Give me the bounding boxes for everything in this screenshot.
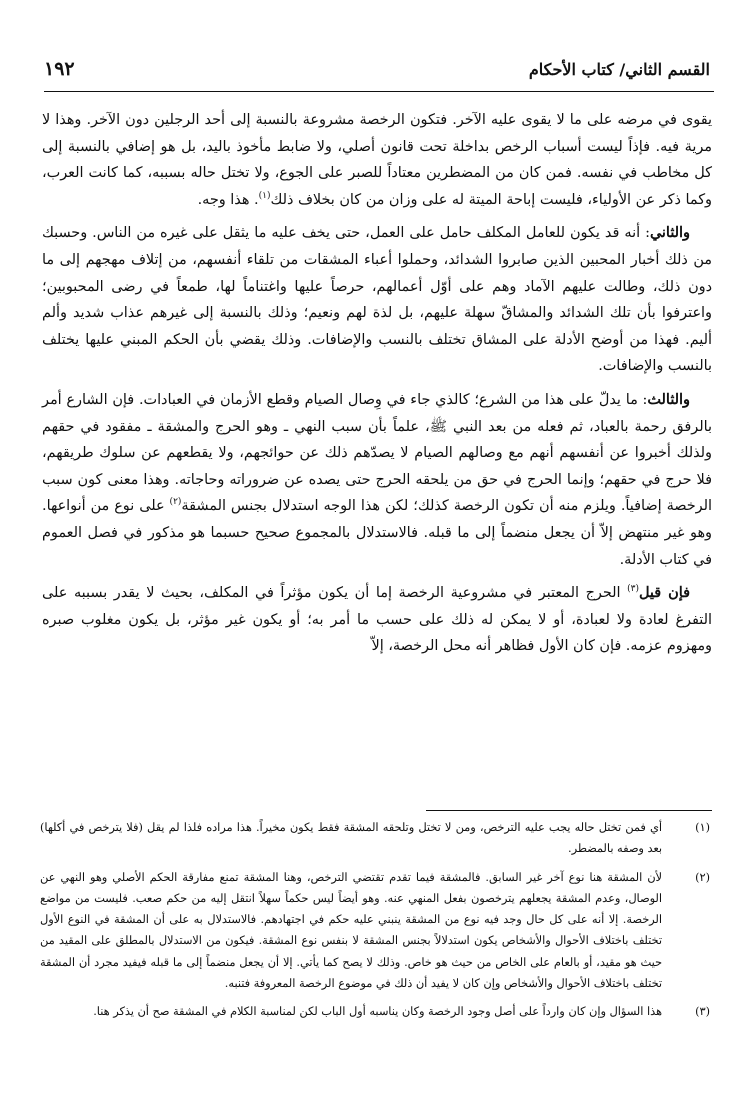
footnote-separator <box>426 810 712 811</box>
footnote-ref-1: (١) <box>258 190 271 201</box>
paragraph-1-text: يقوى في مرضه على ما لا يقوى عليه الآخر. فتكون الرخصة مشروعة بالنسبة إلى أحد الرجلين دون الآخر. وهذا لا مرية فيه. فإذاً ليست أسباب الرخص بداخلة تحت قانون أصلي، ولا ضابط مأخوذ باليد، بل هو إضافي بالنسبة إلى كل مخاطب في نفسه. فمن كان من المضطرين معتاداً للصبر على الجوع، ولا تختل حاله بسببه، كما كانت العرب، وكما ذكر عن الأولياء، فليست إباحة الميتة له على وزان من كان بخلاف ذلك <box>42 112 712 208</box>
paragraph-3-lead: والثالث <box>647 390 690 408</box>
paragraph-2-lead: والثاني <box>649 224 690 242</box>
paragraph-4-text: الحرج المعتبر في مشروعية الرخصة إما أن يكون مؤثراً في المكلف، بحيث لا يقدر بسببه على التفرغ لعادة ولا لعبادة، أو لا يمكن له ذلك على حسب ما أمر به؛ أو يكون غير مؤثر، بل يكون مغلوب صبره ومهزوم عزمه. فإن كان الأول فظاهر أنه محل الرخصة، إلاّ <box>42 585 712 655</box>
footnote-2-mark: (٢) <box>695 870 710 884</box>
paragraph-2 <box>42 220 712 380</box>
paragraph-4-lead: فإن قيل <box>639 584 690 602</box>
footnote-ref-3: (٣) <box>627 584 639 595</box>
paragraph-3-text: : ما يدلّ على هذا من الشرع؛ كالذي جاء في وِصال الصيام وقطع الأزمان في العبادات. فإن الشارع أمر بالرفق رحمة بالعباد، ثم فعله من بعد النبي ﷺ، علماً بأن سبب النهي ـ وهو الحرج والمشقة ـ مفقود في حقهم ولذلك أخبروا عن أنفسهم أنهم مع وصالهم الصيام لا يصدّهم ذلك عن حوائجهم، ولا يقطعهم عن سلوك طريقهم، فلا حرج في حقهم؛ وإنما الحرج في حق من يلحقه الحرج حتى يصده عن ضروراته وحاجاته. وهذا معنى كون سبب الرخصة إضافياً. ويلزم منه أن تكون الرخصة كذلك؛ لكن هذا الوجه استدلال بجنس المشقة <box>42 391 712 515</box>
paragraph-3-tail: على نوع من أنواعها. وهو غير منتهض إلاّ أن يجعل منضماً إلى ما قبله. فالاستدلال بالمجموع صحيح حسبما هو مذكور في فصل العموم في كتاب الأدلة. <box>42 498 712 568</box>
header-rule <box>44 91 714 92</box>
main-text <box>42 107 712 660</box>
footnote-3-text: هذا السؤال وإن كان وارداً على أصل وجود الرخصة وكان يناسبه أول الباب لكن لمناسبة الكلام في المشقة صح أن يذكر هنا. <box>93 1005 662 1019</box>
footnote-1 <box>40 817 710 860</box>
footnote-3-mark: (٣) <box>695 1005 710 1019</box>
footnote-ref-2: (٢) <box>169 497 182 508</box>
paragraph-1-tail: . هذا وجه. <box>197 191 259 208</box>
footnote-1-text: أي فمن تختل حاله يجب عليه الترخص، ومن لا تختل وتلحقه المشقة فقط يكون مخيراً. هذا مراده فلذا لم يقل (فلا يترخص في أكلها) بعد وصفه بالمضطر. <box>40 821 662 856</box>
footnote-1-mark: (١) <box>695 821 710 834</box>
paragraph-3 <box>42 387 712 573</box>
footnote-2 <box>40 867 710 995</box>
running-header-title: القسم الثاني/ كتاب الأحكام <box>528 60 710 79</box>
footnotes <box>40 817 710 1023</box>
page-number: ١٩٢ <box>44 58 75 80</box>
paragraph-1 <box>42 107 712 213</box>
footnote-3 <box>40 1001 710 1022</box>
paragraph-2-text: : أنه قد يكون للعامل المكلف حامل على العمل، حتى يخف عليه ما يثقل على غيره من الناس. وحسبك من ذلك أخبار المحبين الذين صابروا الشدائد، وحملوا أعباء المشقات من تلقاء أنفسهم، من إتلاف مهجهم إلى ما دون ذلك، وطالت عليهم الآماد وهم على أوّل أعمالهم، حرصاً عليها واغتناماً لها، طمعاً في رضى المحبوبين؛ واعترفوا بأن تلك الشدائد والمشاقّ سهلة عليهم، بل لذة لهم ونعيم؛ وذلك بالنسبة إلى غيرهم عذاب شديد وألم أليم. فهذا من أوضح الأدلة على المشاق تختلف بالنسب والإضافات. وذلك يقضي بأن الحكم المبني عليها يختلف بالنسب والإضافات. <box>42 225 712 375</box>
paragraph-4 <box>42 580 712 660</box>
footnote-2-text: لأن المشقة هنا نوع آخر غير السابق. فالمشقة فيما تقدم تقتضي الترخص، وهنا المشقة تمنع مفارقة الحكم الأصلي وهو النهي عن الوصال، وعدم المشقة يجعلهم يترخصون بفعل المنهي عنه. وهو أيضاً ليس حكماً سهلاً انتقل إليه من حكم صعب. فليست من مواضع الرخصة. إلا أنه على كل حال وجد فيه نوع من المشقة ينبني عليه حكم في اجتهادهم. فالاستدلال به على أن المشقة في النوع الأول تختلف باختلاف الأحوال والأشخاص يكون استدلالاً بجنس المشقة لا بنفس نوع المشقة. فيكون من الاستدلال بالمطلق على المقيد من حيث هو مقيد، أو بالعام على الخاص من حيث هو خاص. وذلك لا يصح كما يأتي. إلا أن يجعل منضماً إلى ما قبله فيفيد مجرد أن المشقة تختلف باختلاف الأحوال والأشخاص وإن كان لا يفيد أن ذلك في موضوع الرخصة المعروفة فتنبه. <box>40 870 662 991</box>
